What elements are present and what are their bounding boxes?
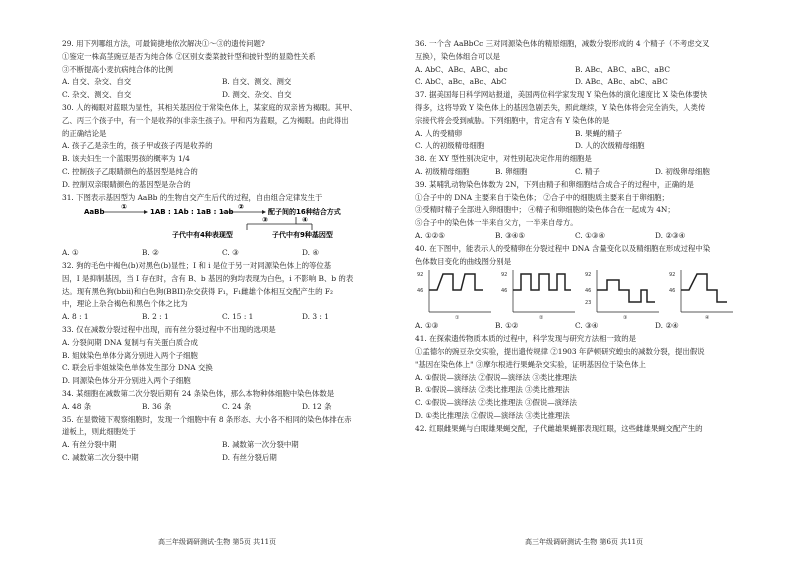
q38-options	[415, 166, 735, 179]
q39-options	[415, 230, 735, 243]
option: A. ①	[62, 248, 79, 258]
text-line: ③受精时精子全部进入卵细胞中； ④精子和卵细胞的染色体合在一起成为 4N；	[415, 205, 675, 215]
text-line: C. 控制孩子乙眼睛颜色的基因型是纯合的	[62, 166, 198, 176]
curve-3	[597, 280, 655, 302]
y-tick: 46	[585, 288, 592, 295]
text-line: 37. 据美国每日科学网站报道，美国两位科学家发现 Y 染色体的演化速度比 X 染色体要快	[415, 90, 708, 100]
q36-options-row-1	[415, 64, 735, 77]
text-line: C. ①假说—演绎法 ②类比推理法 ③假说—演绎法	[415, 398, 577, 408]
q37-options-row-1	[415, 128, 735, 141]
q40-text	[415, 243, 735, 269]
text-line: 宗接代将会受到威胁。下列细胞中，肯定含有 Y 染色体的是	[415, 115, 610, 125]
q35-options-row-2	[62, 452, 382, 465]
q37-options-row-2	[415, 140, 735, 153]
q32-text	[62, 260, 382, 311]
step-label: ③	[262, 216, 268, 225]
option: C. 杂交、测交、自交	[62, 90, 132, 100]
q40-options	[415, 320, 735, 333]
text-line: A. ①假说—演绎法 ②假说—演绎法 ③类比推理法	[415, 372, 577, 382]
genotype-label: AaBb	[84, 208, 105, 217]
y-tick: 92	[417, 272, 424, 279]
text-line: ⑤合子中的染色体一半来自父方，一半来自母方。	[415, 218, 578, 228]
option: C. ③④	[575, 321, 599, 331]
graph-label: ④	[705, 315, 710, 321]
y-tick: 92	[585, 272, 592, 279]
q40-graphs	[415, 268, 735, 320]
text-line: 35. 在显微镜下观察细胞时，发现一个细胞中有 8 条形态、大小各不相同的染色体排在赤	[62, 414, 352, 424]
q36-options-row-2	[415, 76, 735, 89]
option: D. 有丝分裂后期	[222, 452, 277, 462]
curve-1	[429, 274, 483, 290]
q31-options	[62, 247, 382, 260]
combination-label: 配子间的16种结合方式	[268, 208, 341, 217]
text-line: ③不断提高小麦抗病纯合体的比例	[62, 64, 173, 74]
option: A. 初级精母细胞	[415, 166, 470, 176]
option: D. 12 条	[302, 401, 332, 411]
page-footer-left: 高三年级调研测试·生物 第5页 共11页	[158, 538, 277, 546]
text-line: ①孟德尔的豌豆杂交实验，提出遗传规律 ②1903 年萨顿研究蝗虫的减数分裂，提出假说	[415, 346, 705, 356]
text-line: 36. 一个含 AaBbCc 三对同源染色体的精原细胞，减数分裂形成的 4 个精子（不考虑交叉	[415, 39, 710, 48]
text-line: 32. 狗的毛色中褐色(b)对黑色(b)显性；I 和 i 是位于另一对同源染色体上的等位基	[62, 260, 332, 270]
q38-text	[415, 153, 735, 166]
q34-options	[62, 401, 382, 414]
y-tick: 23	[585, 300, 592, 307]
option: D. 3 : 1	[302, 312, 329, 322]
option: D. ④	[302, 248, 319, 258]
phenotype-label: 子代中有4种表现型	[172, 231, 233, 240]
text-line: A. 分裂间期 DNA 复制与有关蛋白质合成	[62, 337, 198, 347]
text-line: 30. 人的褐眼对蓝眼为显性，其相关基因位于常染色体上，某家庭的双亲皆为褐眼。其甲、	[62, 102, 357, 112]
text-line: D. ①类比推理法 ②假说—演绎法 ③类比推理法	[415, 410, 570, 420]
text-line: A. 孩子乙是亲生的，孩子甲或孩子丙是收养的	[62, 141, 213, 151]
option: A. 48 条	[62, 401, 92, 411]
option: B. 2 : 1	[142, 312, 169, 322]
text-line: ①鉴定一株高茎豌豆是否为纯合体 ②区别女娄菜披针型和披针型的显隐性关系	[62, 51, 316, 61]
option: D. ②③④	[655, 230, 686, 240]
y-tick: 92	[501, 272, 508, 279]
q39-text	[415, 179, 735, 230]
text-line: 得多，这将导致 Y 染色体上的基因急剧丢失，照此继续，Y 染色体将会完全消失，人类传	[415, 102, 706, 112]
text-line: B. 姐妹染色单体分离分别进入两个子细胞	[62, 350, 198, 360]
option: B. 卵细胞	[495, 166, 528, 176]
q33-q34-text	[62, 324, 382, 401]
option: A. ①②⑤	[415, 230, 445, 240]
text-line: 31. 下图表示基因型为 AaBb 的生物自交产生后代的过程，自由组合定律发生于	[62, 192, 323, 202]
left-column	[62, 38, 382, 465]
option: D. 初级卵母细胞	[655, 166, 710, 176]
option: A. ①③	[415, 321, 439, 331]
text-line: 41. 在探索遗传物质本质的过程中，科学发现与研究方法相一致的是	[415, 334, 637, 344]
text-line: B. ①假说—演绎法 ②类比推理法 ③类比推理法	[415, 385, 570, 395]
q29-options-row-1	[62, 76, 382, 89]
graph-1	[417, 270, 491, 320]
text-line: 29. 用下列哪组方法，可最简捷地依次解决①～③的遗传问题?	[62, 39, 265, 48]
q35-options-row-1	[62, 439, 382, 452]
text-line: 互换），染色体组合可以是	[415, 51, 500, 61]
graph-2	[501, 270, 575, 320]
step-label: ①	[121, 204, 127, 212]
option: A. 自交、杂交、自交	[62, 77, 132, 87]
option: A. 8 : 1	[62, 312, 89, 322]
option: D. 测交、杂交、自交	[222, 90, 292, 100]
q29-text	[62, 38, 382, 76]
curve-2	[513, 274, 571, 290]
option: B. 果蝇的精子	[575, 128, 623, 138]
q40-graph-set	[415, 268, 735, 320]
option: D. ②④	[655, 321, 679, 331]
q29-options-row-2	[62, 89, 382, 102]
q30-q31-text	[62, 102, 382, 204]
text-line: 道板上，则此细胞处于	[62, 427, 136, 437]
text-line: 乙、丙三个孩子中，有一个是收养的(非亲生孩子)。甲和丙为蓝眼，乙为褐眼。由此得出	[62, 115, 349, 125]
option: B. ABc、ABC、aBC、aBC	[575, 64, 671, 74]
text-line: 42. 红眼雌果蝇与白眼雄果蝇交配，子代雌雄果蝇都表现红眼，这些雌雄果蝇交配产生的	[415, 423, 703, 433]
option: C. 15 : 1	[222, 312, 254, 322]
q36-text	[415, 38, 735, 64]
graph-label: ①	[455, 315, 460, 321]
right-column	[415, 38, 735, 436]
option: C. AbC、aBc、aBc、AbC	[415, 77, 507, 87]
option: B. 减数第一次分裂中期	[222, 440, 299, 450]
q31-flow-diagram	[62, 204, 382, 242]
option: B. ②	[142, 248, 159, 258]
option: C. 精子	[575, 166, 600, 176]
text-line: 达。现有黑色狗(bbii)和白色狗(BBII)杂交获得 F₁，F₁雌雄个体相互交配产生的 F₂	[62, 286, 333, 296]
option: C. 24 条	[222, 401, 252, 411]
text-line: 因，I 是抑制基因，当 I 存在时，含有 B、b 基因的狗均表现为白色，i 不影响 B、b 的表	[62, 273, 354, 283]
option: C. ③	[222, 248, 239, 258]
graph-label: ②	[539, 315, 544, 321]
q35-text	[62, 414, 382, 440]
arrow-head	[262, 210, 266, 214]
option: B. 36 条	[142, 401, 172, 411]
option: B. ③④⑤	[495, 230, 526, 240]
gamete-ratio: 1AB : 1Ab : 1aB : 1ab	[150, 208, 234, 217]
y-tick: 46	[501, 288, 508, 295]
q41-q42-text	[415, 333, 735, 435]
text-line: C. 联会后非姐妹染色单体发生部分 DNA 交换	[62, 363, 213, 373]
graph-label: ③	[623, 315, 628, 321]
option: D. 人的次级精母细胞	[575, 141, 645, 151]
step-label: ②	[238, 204, 244, 212]
page-footer-right: 高三年级调研测试·生物 第6页 共11页	[525, 538, 644, 546]
text-line: 的正确结论是	[62, 128, 107, 138]
text-line: 34. 某细胞在减数第二次分裂后期有 24 条染色体，那么本物种体细胞中染色体数是	[62, 388, 335, 398]
q32-options	[62, 311, 382, 324]
option: C. 人的初级精母细胞	[415, 141, 485, 151]
text-line: 39. 某哺乳动物染色体数为 2N，下列由精子和卵细胞结合成合子的过程中，正确的是	[415, 179, 694, 189]
graph-3	[585, 270, 659, 320]
option: A. AbC、ABc、ABC、abc	[415, 64, 508, 74]
text-line: 33. 仅在减数分裂过程中出现，而有丝分裂过程中不出现的选项是	[62, 324, 276, 334]
y-tick: 46	[417, 288, 424, 295]
q37-text	[415, 89, 735, 127]
option: A. 人的受精卵	[415, 128, 462, 138]
option: B. ①②	[495, 321, 519, 331]
curve-4	[681, 274, 727, 302]
y-tick: 46	[669, 288, 676, 295]
graph-4	[669, 270, 733, 320]
step-label: ④	[302, 216, 308, 225]
option: B. 自交、测交、测交	[222, 77, 292, 87]
text-line: 中，理论上杂合褐色和黑色个体之比为	[62, 299, 188, 309]
y-tick: 92	[669, 272, 676, 279]
option: C. 减数第二次分裂中期	[62, 452, 139, 462]
text-line: ①合子中的 DNA 主要来自于染色体； ②合子中的细胞质主要来自于卵细胞；	[415, 192, 669, 202]
genotype-count-label: 子代中有9种基因型	[272, 231, 333, 240]
option: A. 有丝分裂中期	[62, 440, 117, 450]
text-line: D. 同源染色体分开分别进入两个子细胞	[62, 376, 191, 386]
text-line: "基因在染色体上" ③摩尔根进行果蝇杂交实验，证明基因位于染色体上	[415, 359, 646, 369]
text-line: D. 控制双亲眼睛颜色的基因型是杂合的	[62, 179, 191, 189]
option: C. ①③④	[575, 230, 605, 240]
text-line: B. 该夫妇生一个蓝眼男孩的概率为 1/4	[62, 154, 190, 164]
text-line: 40. 在下图中，能表示人的受精卵在分裂过程中 DNA 含量变化以及精细胞在形成过程中染	[415, 243, 711, 253]
arrow-head	[144, 210, 148, 214]
option: D. ABc、ABc、abC、aBC	[575, 77, 668, 87]
text-line: 38. 在 XY 型性别决定中，对性别起决定作用的细胞是	[415, 154, 592, 164]
text-line: 色体数目变化的曲线图分别是	[415, 256, 512, 266]
